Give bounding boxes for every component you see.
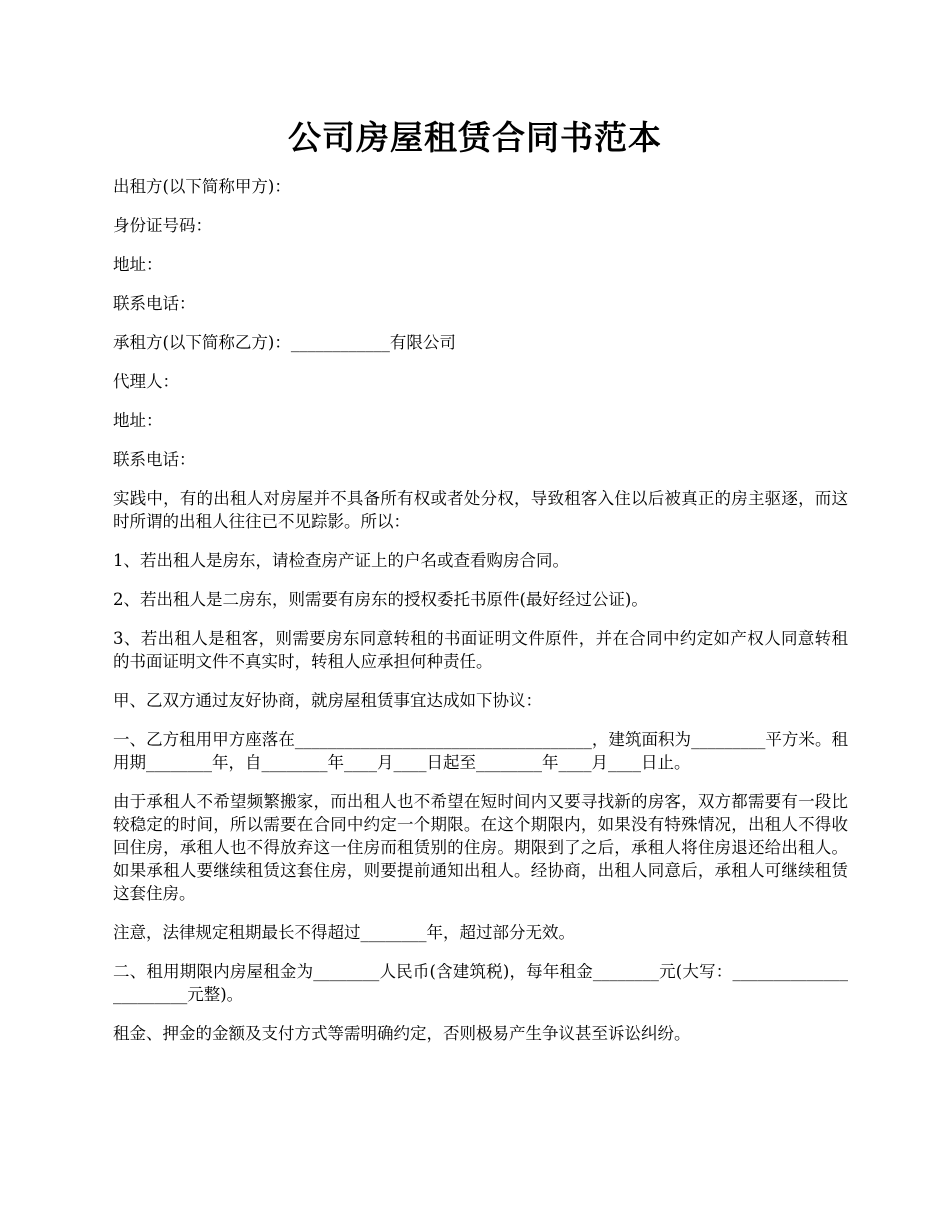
document-body xyxy=(113,175,848,1061)
paragraph-lessor-phone: 联系电话： xyxy=(113,294,196,313)
paragraph-agent: 代理人： xyxy=(113,372,179,391)
paragraph-check-1: 1、若出租人是房东，请检查房产证上的户名或查看购房合同。 xyxy=(113,551,569,570)
paragraph-clause-2: 二、租用期限内房屋租金为________人民币(含建筑税)，每年租金________元(大写：_______________________元整)。 xyxy=(113,962,848,1004)
paragraph-check-2: 2、若出租人是二房东，则需要有房东的授权委托书原件(最好经过公证)。 xyxy=(113,590,648,609)
paragraph-lessee-phone: 联系电话： xyxy=(113,450,196,469)
paragraph-lessor-address: 地址： xyxy=(113,255,163,274)
paragraph-practice-note: 实践中，有的出租人对房屋并不具备所有权或者处分权，导致租客入住以后被真正的房主驱逐，而这时所谓的出租人往往已不见踪影。所以： xyxy=(113,489,848,531)
paragraph-lessor: 出租方(以下简称甲方)： xyxy=(113,177,291,196)
paragraph-lessee: 承租方(以下简称乙方)：____________有限公司 xyxy=(113,333,456,352)
paragraph-clause-1: 一、乙方租用甲方座落在____________________________________，建筑面积为_________平方米。租用期________年，自________年____月____日起至________年____月____日止。 xyxy=(113,730,848,772)
paragraph-agreement-intro: 甲、乙双方通过友好协商，就房屋租赁事宜达成如下协议： xyxy=(113,691,542,710)
paragraph-rent-note: 租金、押金的金额及支付方式等需明确约定，否则极易产生争议甚至诉讼纠纷。 xyxy=(113,1024,691,1043)
paragraph-term-explanation: 由于承租人不希望频繁搬家，而出租人也不希望在短时间内又要寻找新的房客，双方都需要有一段比较稳定的时间，所以需要在合同中约定一个期限。在这个期限内，如果没有特殊情况，出租人不得收回住房，承租人也不得放弃这一住房而租赁别的住房。期限到了之后，承租人将住房退还给出租人。如果承租人要继续租赁这套住房，则要提前通知出租人。经协商，出租人同意后，承租人可继续租赁这套住房。 xyxy=(113,792,848,903)
document-title: 公司房屋租赁合同书范本 xyxy=(288,118,662,157)
paragraph-check-3: 3、若出租人是租客，则需要房东同意转租的书面证明文件原件，并在合同中约定如产权人同意转租的书面证明文件不真实时，转租人应承担何种责任。 xyxy=(113,629,848,671)
paragraph-term-note: 注意，法律规定租期最长不得超过________年，超过部分无效。 xyxy=(113,923,575,942)
paragraph-lessee-address: 地址： xyxy=(113,411,163,430)
paragraph-lessor-id: 身份证号码： xyxy=(113,216,212,235)
